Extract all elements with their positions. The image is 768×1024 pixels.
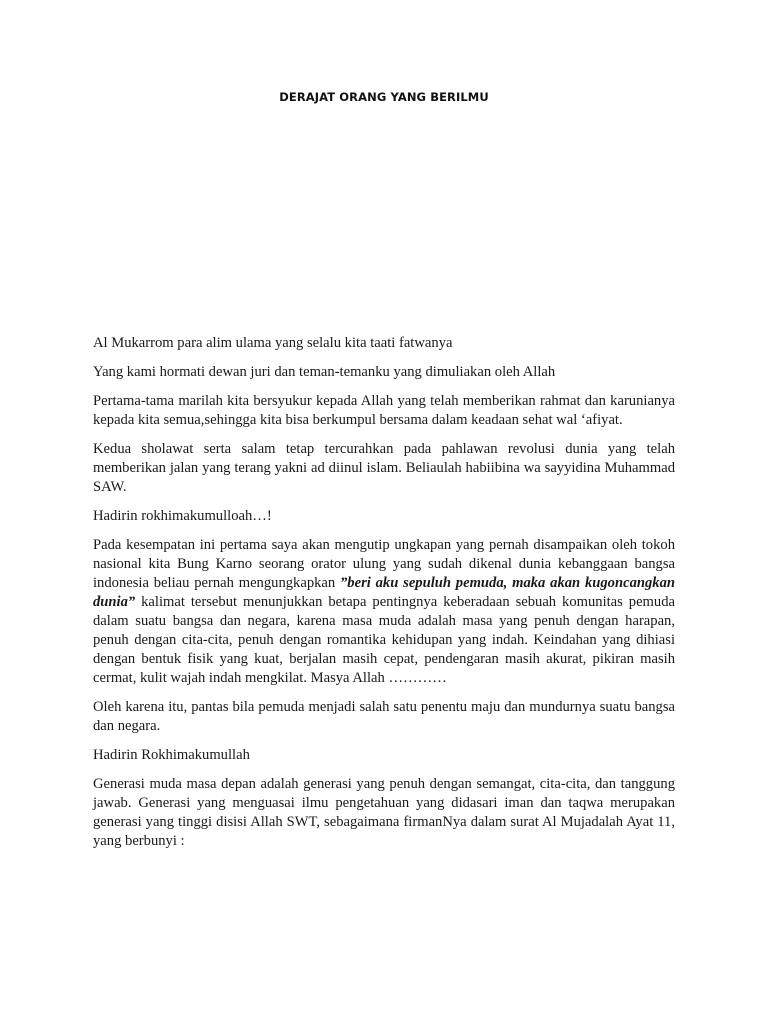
paragraph-greeting-ulama: Al Mukarrom para alim ulama yang selalu kita taati fatwanya <box>93 335 453 351</box>
bung-karno-quote: ”beri aku sepuluh pemuda, maka akan kugoncangkan dunia” <box>93 575 675 610</box>
paragraph-syukur: Pertama-tama marilah kita bersyukur kepada Allah yang telah memberikan rahmat dan karunianya kepada kita semua,sehingga kita bisa berkumpul bersama dalam keadaan sehat wal ‘afiyat. <box>93 393 675 428</box>
paragraph-greeting-juri: Yang kami hormati dewan juri dan teman-temanku yang dimuliakan oleh Allah <box>93 364 556 380</box>
document-body <box>93 334 675 861</box>
paragraph-hadirin-2: Hadirin Rokhimakumullah <box>93 747 250 763</box>
paragraph-bung-karno <box>93 536 675 688</box>
paragraph-sholawat: Kedua sholawat serta salam tetap tercurahkan pada pahlawan revolusi dunia yang telah memberikan jalan yang terang yakni ad diinul islam. Beliaulah habiibina wa sayyidina Muhammad SAW. <box>93 441 675 495</box>
document-title: DERAJAT ORANG YANG BERILMU <box>279 90 489 104</box>
paragraph-bung-karno-intro: Pada kesempatan ini pertama saya akan mengutip ungkapan yang pernah disampaikan oleh tokoh nasional kita Bung Karno seorang orator ulung yang sudah dikenal dunia kebanggaan bangsa indonesia beliau pernah mengungkapkan <box>93 537 675 591</box>
paragraph-hadirin-1: Hadirin rokhimakumulloah…! <box>93 508 272 524</box>
paragraph-pemuda-penentu: Oleh karena itu, pantas bila pemuda menjadi salah satu penentu maju dan mundurnya suatu bangsa dan negara. <box>93 699 675 734</box>
paragraph-bung-karno-rest: kalimat tersebut menunjukkan betapa pentingnya keberadaan sebuah komunitas pemuda dalam suatu bangsa dan negara, karena masa muda adalah masa yang penuh dengan harapan, penuh dengan cita-cita, penuh dengan romantika kehidupan yang indah. Keindahan yang dihiasi dengan bentuk fisik yang kuat, berjalan masih cepat, pendengaran masih akurat, pikiran masih cermat, kulit wajah indah mengkilat. Masya Allah ………… <box>93 594 675 686</box>
paragraph-generasi-muda: Generasi muda masa depan adalah generasi yang penuh dengan semangat, cita-cita, dan tanggung jawab. Generasi yang menguasai ilmu pengetahuan yang didasari iman dan taqwa merupakan generasi yang tinggi disisi Allah SWT, sebagaimana firmanNya dalam surat Al Mujadalah Ayat 11, yang berbunyi : <box>93 776 675 849</box>
